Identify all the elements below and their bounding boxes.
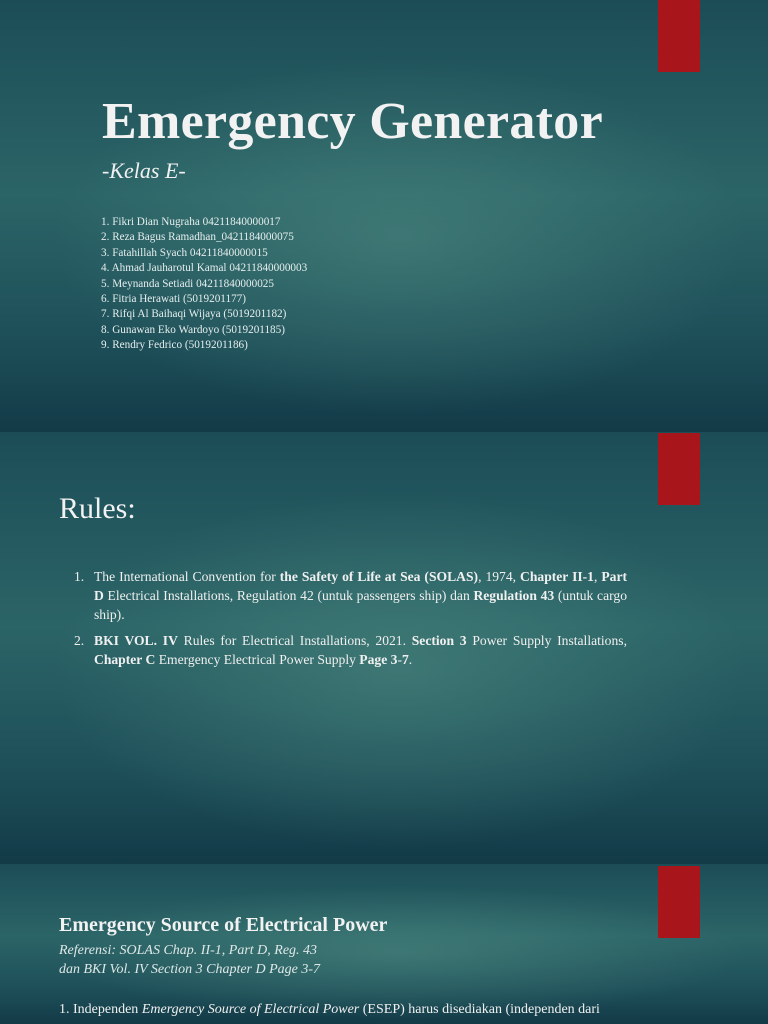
rule-text bbox=[94, 567, 627, 624]
rule-segment: Chapter C bbox=[94, 652, 156, 667]
rule-segment: , bbox=[593, 569, 602, 584]
esep-point-rest: (ESEP) harus disediakan (independen dari bbox=[359, 1002, 600, 1017]
rules-list bbox=[74, 567, 627, 676]
rule-segment: - bbox=[397, 652, 402, 667]
rule-segment: (untuk cargo ship). bbox=[94, 588, 627, 622]
rule-segment: Section 3 bbox=[411, 633, 467, 648]
rule-segment: Emergency Electrical Power Supply bbox=[155, 652, 360, 667]
rule-text bbox=[94, 631, 627, 669]
slide-title bbox=[0, 0, 768, 432]
esep-reference-line: dan BKI Vol. IV Section 3 Chapter D Page 3-7 bbox=[59, 962, 321, 977]
slide-rules bbox=[0, 432, 768, 864]
red-accent-tab bbox=[658, 866, 700, 938]
rule-segment: Chapter II-1 bbox=[520, 569, 594, 584]
member-item: 2. Reza Bagus Ramadhan_0421184000075 bbox=[101, 231, 294, 244]
esep-point-italic: Emergency Source of Electrical Power bbox=[141, 1002, 360, 1017]
esep-reference bbox=[59, 941, 320, 979]
rule-segment: Power Supply Installations, bbox=[466, 633, 627, 648]
member-item: 5. Meynanda Setiadi 04211840000025 bbox=[101, 277, 274, 290]
slide-esep bbox=[0, 864, 768, 1024]
esep-heading: Emergency Source of Electrical Power bbox=[59, 914, 388, 936]
rule-segment: 7 bbox=[401, 652, 409, 667]
rule-number: 2. bbox=[74, 633, 85, 648]
member-item: 9. Rendry Fedrico (5019201186) bbox=[101, 339, 248, 352]
member-item: 4. Ahmad Jauharotul Kamal 04211840000003 bbox=[101, 262, 308, 275]
rule-segment: Electrical Installations, Regulation 42 (untuk passengers ship) dan bbox=[103, 588, 474, 603]
rule-number: 1. bbox=[74, 569, 85, 584]
red-accent-tab bbox=[658, 433, 700, 505]
member-item: 6. Fitria Herawati (5019201177) bbox=[101, 293, 246, 306]
rule-segment: Rules for Electrical Installations, 2021. bbox=[177, 633, 412, 648]
rule-segment: the Safety of Life at Sea (SOLAS) bbox=[279, 569, 479, 584]
member-item: 7. Rifqi Al Baihaqi Wijaya (5019201182) bbox=[101, 308, 287, 321]
rule-segment: , 1974, bbox=[478, 569, 521, 584]
red-accent-tab bbox=[658, 0, 700, 72]
member-item: 8. Gunawan Eko Wardoyo (5019201185) bbox=[101, 323, 285, 336]
rule-segment: Regulation 43 bbox=[473, 588, 555, 603]
rule-segment: The International Convention for bbox=[94, 569, 280, 584]
esep-point-1 bbox=[59, 1002, 699, 1018]
member-item: 1. Fikri Dian Nugraha 04211840000017 bbox=[101, 216, 281, 228]
rules-heading: Rules: bbox=[59, 492, 136, 525]
member-item: 3. Fatahillah Syach 04211840000015 bbox=[101, 246, 268, 259]
slide-title-heading: Emergency Generator bbox=[102, 93, 603, 150]
rule-segment: Part D bbox=[94, 569, 628, 603]
member-list bbox=[101, 215, 307, 354]
esep-reference-line: Referensi: SOLAS Chap. II-1, Part D, Reg. 43 bbox=[59, 943, 318, 958]
rule-segment: . bbox=[408, 652, 413, 667]
rule-segment: Page 3 bbox=[359, 652, 398, 667]
rule-item bbox=[74, 567, 627, 624]
slide-subtitle: -Kelas E- bbox=[102, 158, 186, 183]
rule-segment: BKI VOL. IV bbox=[94, 633, 178, 648]
esep-point-lead: 1. Independen bbox=[59, 1002, 142, 1017]
rule-item bbox=[74, 631, 627, 669]
